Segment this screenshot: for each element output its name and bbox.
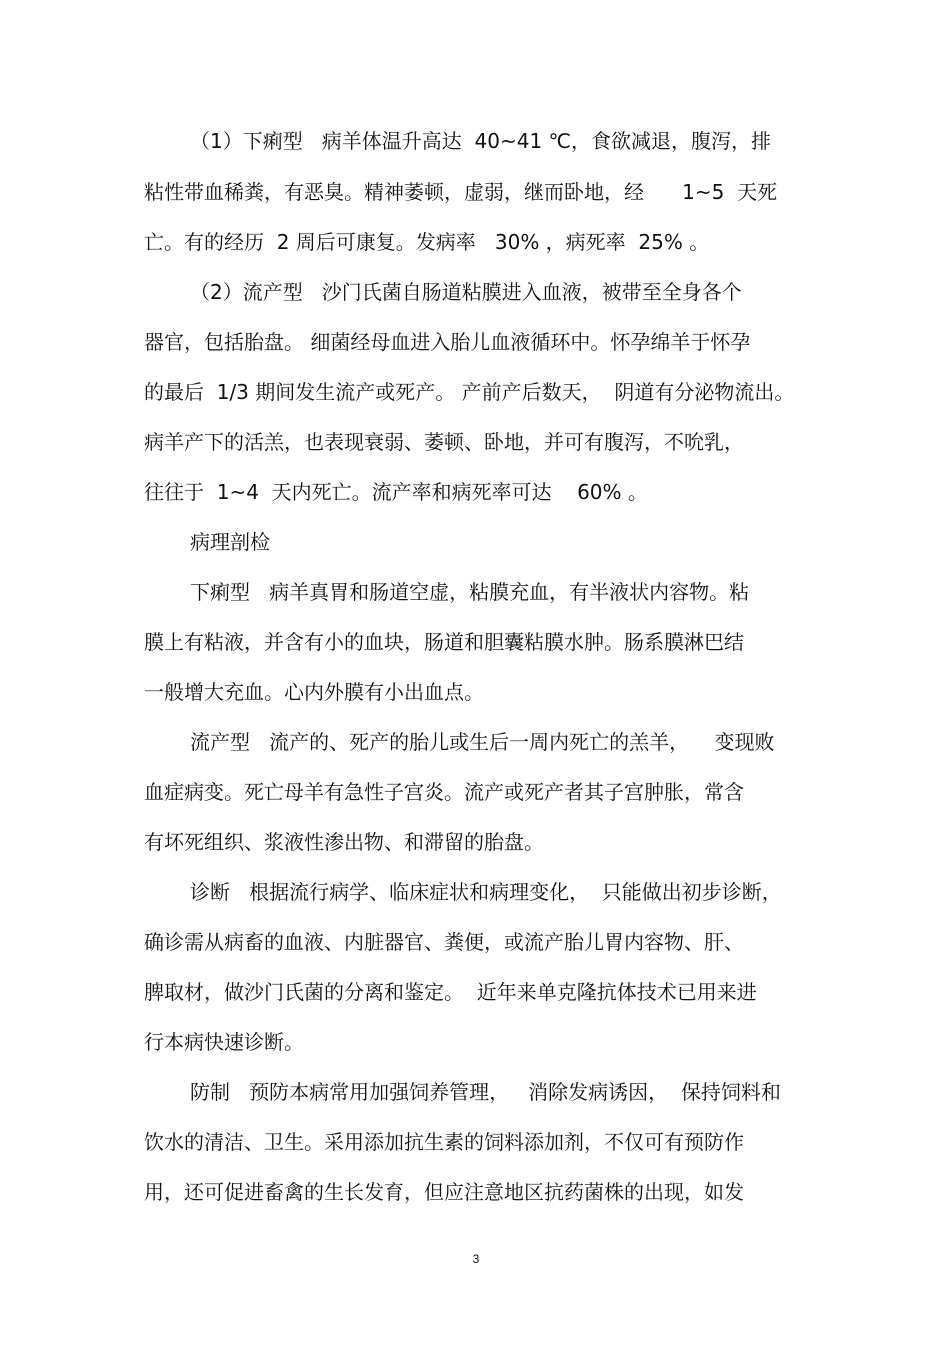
text-line-13: 流产型 流产的、死产的胎儿或生后一周内死亡的羔羊， 变现败 — [190, 730, 775, 754]
text-line-20: 防制 预防本病常用加强饲养管理， 消除发病诱因， 保持饲料和 — [190, 1080, 781, 1104]
text-line-18: 脾取材，做沙门氏菌的分离和鉴定。 近年来单克隆抗体技术已用来进 — [144, 980, 757, 1004]
text-line-19: 行本病快速诊断。 — [144, 1030, 304, 1054]
text-line-22: 用，还可促进畜禽的生长发育，但应注意地区抗药菌株的出现，如发 — [144, 1180, 744, 1204]
text-line-4: （2）流产型 沙门氏菌自肠道粘膜进入血液，被带至全身各个 — [190, 280, 742, 304]
text-line-17: 确诊需从病畜的血液、内脏器官、粪便，或流产胎儿胃内容物、肝、 — [144, 930, 744, 954]
text-line-3: 亡。有的经历 2 周后可康复。发病率 30% ，病死率 25% 。 — [144, 230, 710, 254]
text-line-21: 饮水的清洁、卫生。采用添加抗生素的饲料添加剂，不仅可有预防作 — [144, 1130, 744, 1154]
text-line-5: 器官，包括胎盘。 细菌经母血进入胎儿血液循环中。怀孕绵羊于怀孕 — [144, 330, 751, 354]
text-line-10: 下痢型 病羊真胃和肠道空虚，粘膜充血，有半液状内容物。粘 — [190, 580, 750, 604]
text-line-1: （1）下痢型 病羊体温升高达 40~41 ℃，食欲减退，腹泻，排 — [190, 129, 771, 153]
text-line-14: 血症病变。死亡母羊有急性子宫炎。流产或死产者其子宫肿胀，常含 — [144, 780, 744, 804]
text-line-8: 往往于 1~4 天内死亡。流产率和病死率可达 60% 。 — [144, 480, 648, 504]
text-line-16: 诊断 根据流行病学、临床症状和病理变化， 只能做出初步诊断， — [190, 880, 782, 904]
text-line-6: 的最后 1/3 期间发生流产或死产。 产前产后数天， 阴道有分泌物流出。 — [144, 380, 795, 404]
text-line-2: 粘性带血稀粪，有恶臭。精神萎顿，虚弱，继而卧地，经 1~5 天死 — [144, 180, 778, 204]
text-line-7: 病羊产下的活羔，也表现衰弱、萎顿、卧地，并可有腹泻，不吮乳， — [144, 430, 744, 454]
text-line-11: 膜上有粘液，并含有小的血块，肠道和胆囊粘膜水肿。肠系膜淋巴结 — [144, 630, 744, 654]
text-line-12: 一般增大充血。心内外膜有小出血点。 — [144, 680, 484, 704]
page-number: 3 — [472, 1252, 480, 1266]
section-heading-pathology: 病理剖检 — [190, 530, 270, 554]
text-line-15: 有坏死组织、浆液性渗出物、和滞留的胎盘。 — [144, 830, 544, 854]
